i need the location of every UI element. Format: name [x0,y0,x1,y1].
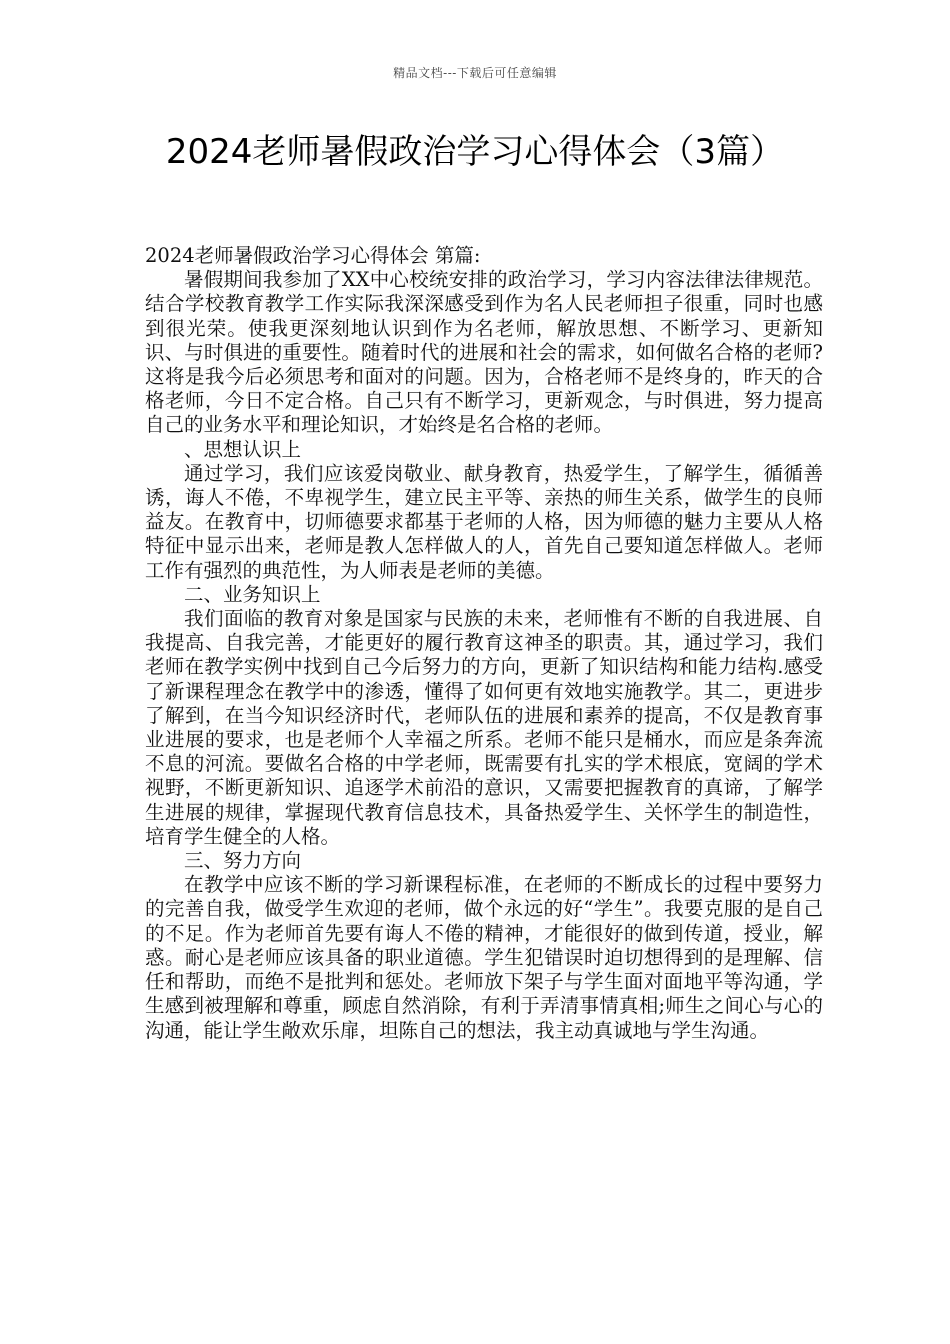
body-paragraph: 通过学习，我们应该爱岗敬业、献身教育，热爱学生，了解学生，循循善诱，诲人不倦，不卑视学生，建立民主平等、亲热的师生关系，做学生的良师益友。在教育中，切师德要求都基于老师的人格，因为师德的魅力主要从人格特征中显示出来，老师是教人怎样做人的人，首先自己要知道怎样做人。老师工作有强烈的典范性，为人师表是老师的美德。 [145,461,823,582]
subheading-direction: 三、努力方向 [184,849,302,873]
subheading-knowledge: 二、业务知识上 [184,582,321,606]
subheading-thought: 、思想认识上 [184,437,302,461]
document-body [145,244,823,1043]
body-paragraph: 在教学中应该不断的学习新课程标准，在老师的不断成长的过程中要努力的完善自我，做受学生欢迎的老师，做个永远的好“学生”。我要克服的是自己的不足。作为老师首先要有诲人不倦的精神，才能很好的做到传道，授业，解惑。耐心是老师应该具备的职业道德。学生犯错误时迫切想得到的是理解、信任和帮助，而绝不是批判和惩处。老师放下架子与学生面对面地平等沟通，学生感到被理解和尊重，顾虑自然消除，有利于弄清事情真相;师生之间心与心的沟通，能让学生敞欢乐扉，坦陈自己的想法，我主动真诚地与学生沟通。 [145,873,823,1042]
section-heading: 2024老师暑假政治学习心得体会 第篇: [145,244,481,267]
body-paragraph: 暑假期间我参加了XX中心校统安排的政治学习，学习内容法律法律规范。结合学校教育教学工作实际我深深感受到作为名人民老师担子很重，同时也感到很光荣。使我更深刻地认识到作为名老师，解放思想、不断学习、更新知识、与时俱进的重要性。随着时代的进展和社会的需求，如何做名合格的老师?这将是我今后必须思考和面对的问题。因为，合格老师不是终身的，昨天的合格老师，今日不定合格。自己只有不断学习，更新观念，与时俱进，努力提高自己的业务水平和理论知识，才始终是名合格的老师。 [145,268,823,437]
page-header-note: 精品文档---下载后可任意编辑 [393,66,557,80]
body-paragraph: 我们面临的教育对象是国家与民族的未来，老师惟有不断的自我进展、自我提高、自我完善，才能更好的履行教育这神圣的职责。其，通过学习，我们老师在教学实例中找到自己今后努力的方向，更新了知识结构和能力结构.感受了新课程理念在教学中的渗透，懂得了如何更有效地实施教学。其二，更进步了解到，在当今知识经济时代，老师队伍的进展和素养的提高，不仅是教育事业进展的要求，也是老师个人幸福之所系。老师不能只是桶水，而应是条奔流不息的河流。要做名合格的中学老师，既需要有扎实的学术根底，宽阔的学术视野，不断更新知识、追逐学术前沿的意识，又需要把握教育的真谛，了解学生进展的规律，掌握现代教育信息技术，具备热爱学生、关怀学生的制造性，培育学生健全的人格。 [145,607,823,848]
document-title: 2024老师暑假政治学习心得体会（3篇） [165,132,785,172]
